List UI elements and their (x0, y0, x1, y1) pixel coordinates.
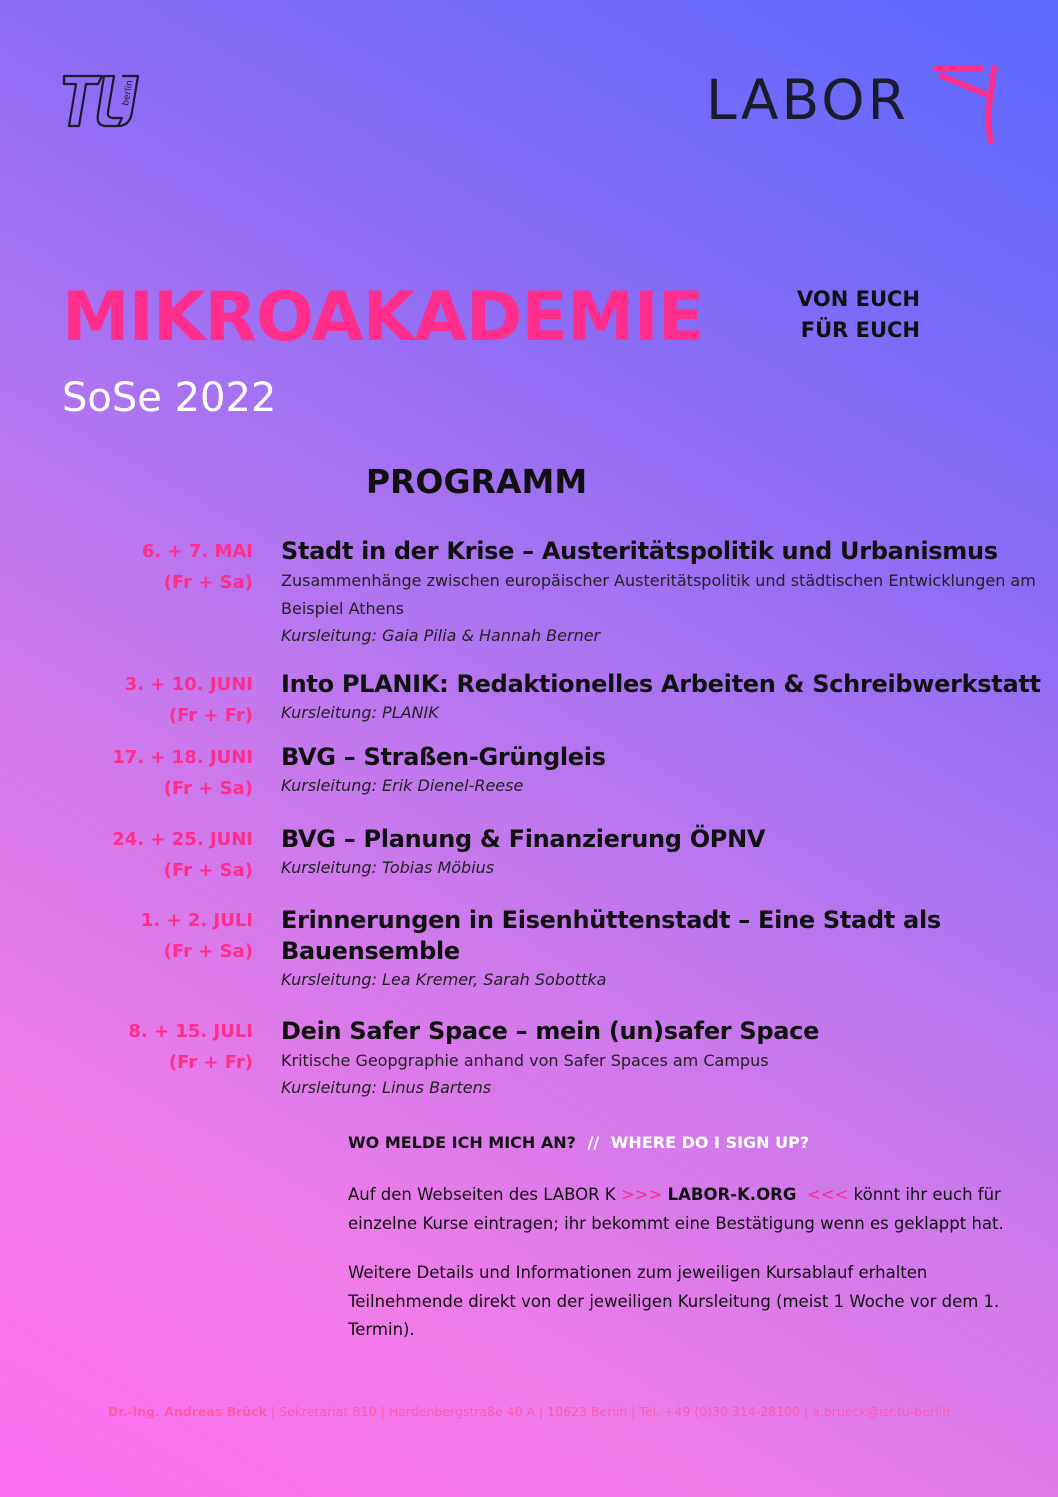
footer-contact (0, 1404, 1058, 1419)
footer-name: Dr.-Ing. Andreas Brück (107, 1404, 267, 1419)
arrow-out: <<< (806, 1185, 849, 1204)
signup-heading (348, 1126, 1008, 1160)
tu-berlin-logo (62, 72, 142, 130)
signup-text: könnt ihr euch für einzelne Kurse eintragen; ihr bekommt eine Bestätigung wenn es geklappt hat. (348, 1185, 1004, 1233)
course-date (60, 669, 253, 731)
footer-details: | Sekretariat B10 | Hardenbergstraße 40 A | 10623 Berlin | Tel. +49 (0)30 314-28100 | a.brueck@isr.tu-berlin (270, 1404, 951, 1419)
course-date (60, 536, 253, 598)
course-leader: Kursleitung: Gaia Pilia & Hannah Berner (281, 626, 601, 645)
course-title: BVG – Planung & Finanzierung ÖPNV (281, 825, 766, 853)
course-days: (Fr + Sa) (163, 778, 253, 799)
course-title: Dein Safer Space – mein (un)safer Space (281, 1017, 820, 1045)
course-date (60, 905, 253, 967)
course-date-range: 8. + 15. JULI (128, 1021, 253, 1042)
course-days: (Fr + Sa) (163, 572, 253, 593)
signup-question-de: WO MELDE ICH MICH AN? (348, 1133, 576, 1152)
tagline (760, 284, 920, 346)
course-leader: Kursleitung: Lea Kremer, Sarah Sobottka (281, 970, 607, 989)
details-paragraph: Weitere Details und Informationen zum jeweiligen Kursablauf erhalten Teilnehmende direkt von der jeweiligen Kursleitung (meist 1 Woche vor dem 1. Termin). (348, 1263, 1000, 1339)
course-title: Erinnerungen in Eisenhüttenstadt – Eine Stadt als Bauensemble (281, 906, 941, 965)
course-date-range: 6. + 7. MAI (141, 541, 253, 562)
course-leader: Kursleitung: Linus Bartens (281, 1078, 492, 1097)
course-leader: Kursleitung: Erik Dienel-Reese (281, 776, 524, 795)
course-leader: Kursleitung: PLANIK (281, 703, 439, 722)
course-date (60, 824, 253, 886)
signup-text: Auf den Webseiten des LABOR K (348, 1185, 616, 1204)
course-days: (Fr + Fr) (168, 1052, 253, 1073)
course-date-range: 1. + 2. JULI (140, 910, 253, 931)
programm-heading-text: PROGRAMM (365, 462, 588, 501)
svg-text:berlin: berlin (121, 79, 136, 107)
labor-k-mark (928, 64, 998, 144)
semester-subtitle: SoSe 2022 (62, 375, 277, 421)
course-title: Stadt in der Krise – Austeritätspolitik und Urbanismus (281, 537, 998, 565)
course-title: BVG – Straßen-Grüngleis (281, 743, 606, 771)
course-date-range: 17. + 18. JUNI (112, 747, 253, 768)
signup-separator: // (587, 1133, 600, 1152)
arrow-in: >>> (620, 1185, 663, 1204)
course-days: (Fr + Sa) (163, 941, 253, 962)
course-date (60, 742, 253, 804)
signup-paragraph (348, 1181, 1008, 1238)
course-title: Into PLANIK: Redaktionelles Arbeiten & Schreibwerkstatt (281, 670, 1041, 698)
labor-wordmark: LABOR (706, 68, 909, 132)
course-date-range: 3. + 10. JUNI (124, 674, 253, 695)
signup-question-en: WHERE DO I SIGN UP? (610, 1133, 810, 1152)
labor-k-link[interactable]: LABOR-K.ORG (667, 1185, 797, 1204)
course-days: (Fr + Sa) (163, 860, 253, 881)
tagline-line: FÜR EUCH (800, 318, 920, 342)
course-description: Zusammenhänge zwischen europäischer Austeritätspolitik und städtischen Entwicklungen am Beispiel Athens (281, 571, 1036, 618)
tagline-line: VON EUCH (796, 287, 920, 311)
signup-section (348, 1126, 1008, 1345)
programm-heading (0, 460, 1058, 504)
course-leader: Kursleitung: Tobias Möbius (281, 858, 495, 877)
page-title: MIKROAKADEMIE (62, 278, 704, 357)
course-date (60, 1016, 253, 1078)
labor-k-logo (706, 64, 1006, 144)
course-date-range: 24. + 25. JUNI (112, 829, 253, 850)
course-days: (Fr + Fr) (168, 705, 253, 726)
course-description: Kritische Geopgraphie anhand von Safer Spaces am Campus (281, 1051, 769, 1070)
